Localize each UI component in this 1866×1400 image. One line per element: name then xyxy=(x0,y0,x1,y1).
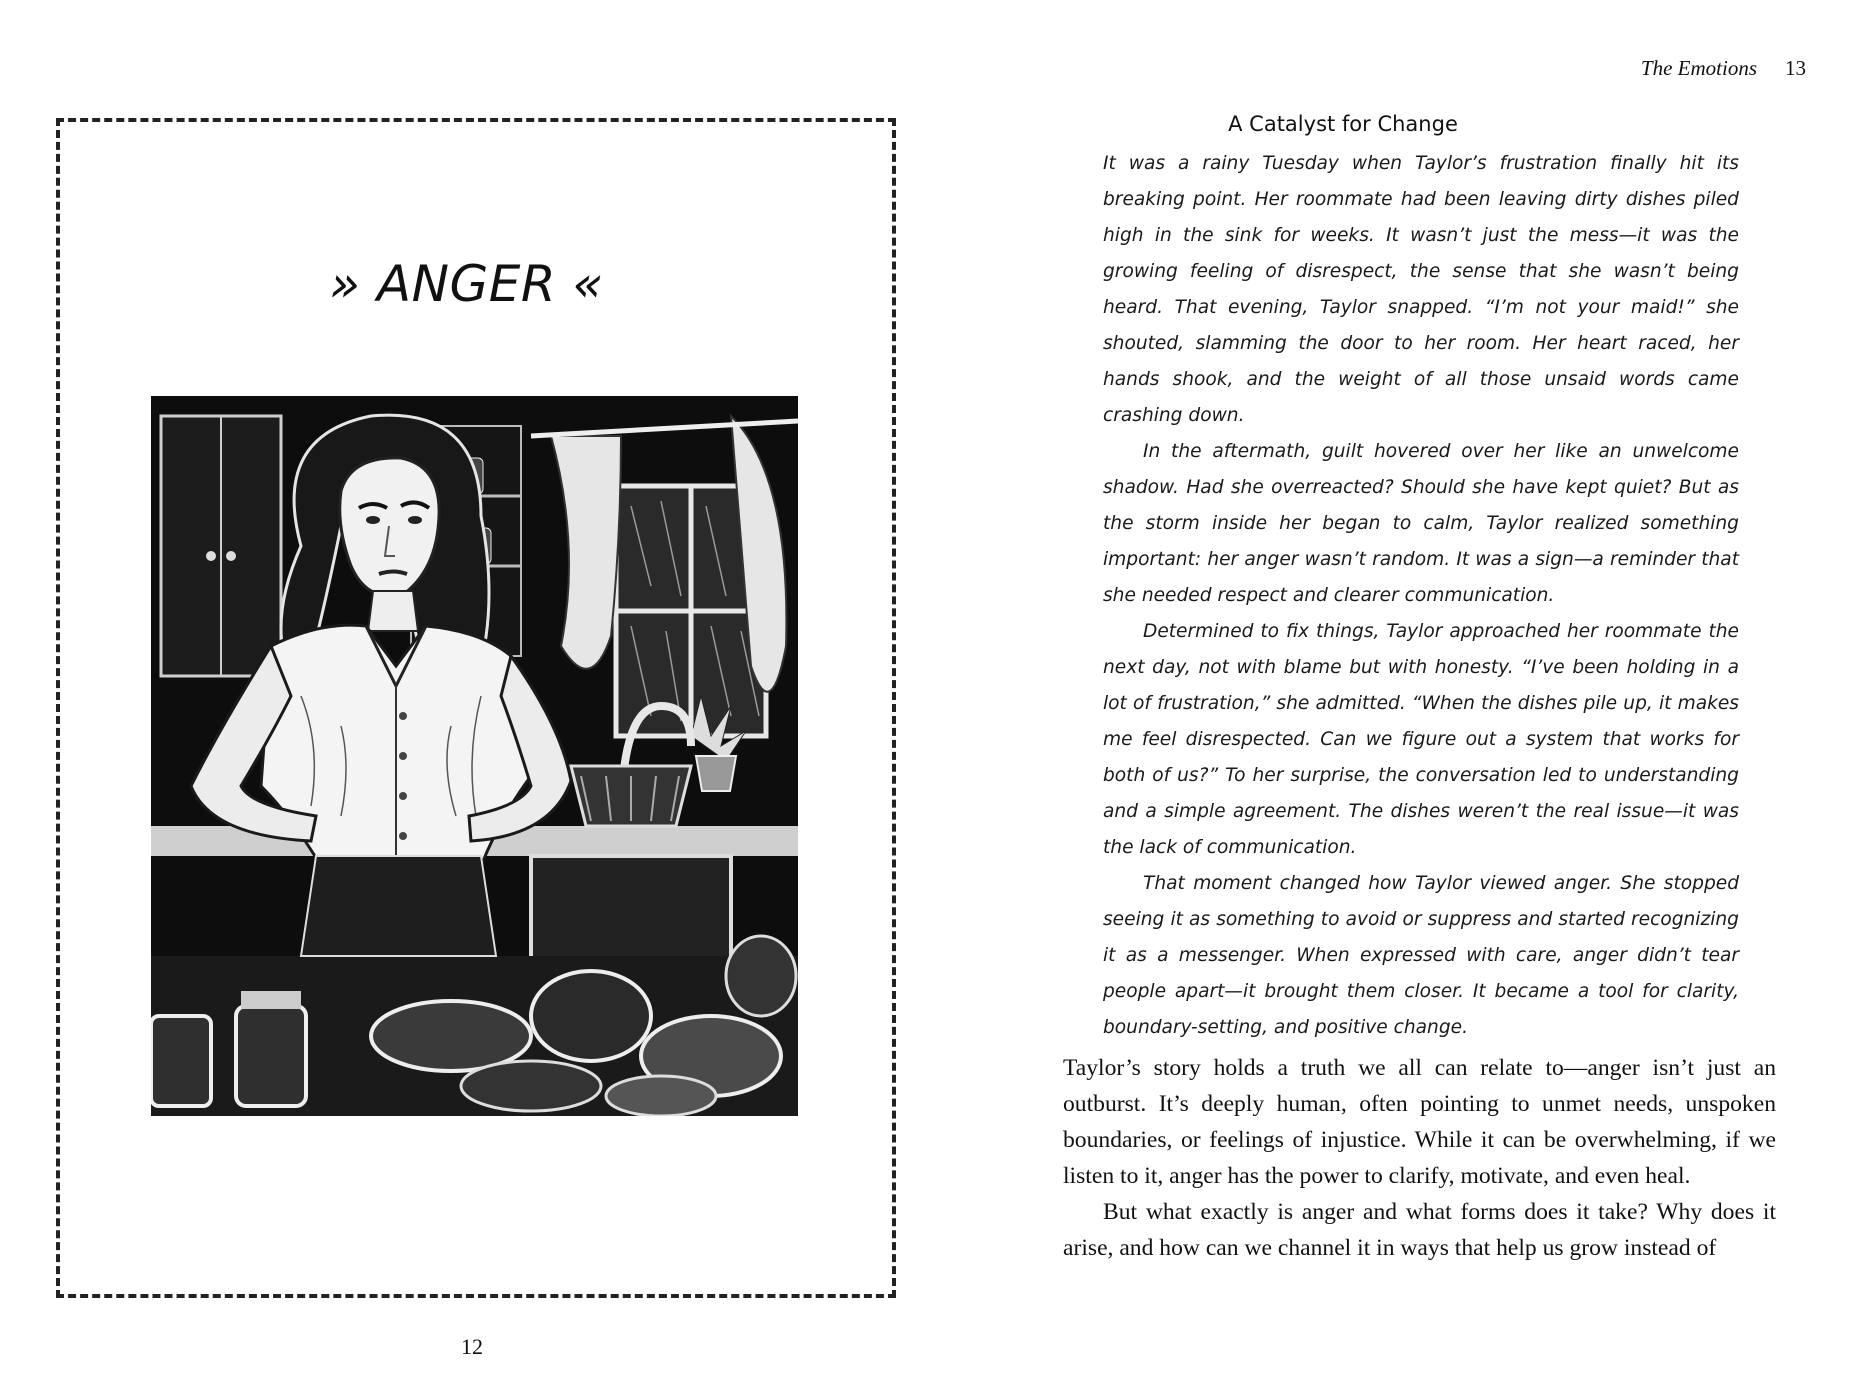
story-paragraph: Determined to fix things, Taylor approached her roommate the next day, not with blame but with honesty. “I’ve been holding in a lot of frustration,” she admitted. “When the dishes pile up, it makes me feel disrespected. Can we figure out a system that works for both of us?” To her surprise, the conversation led to understanding and a simple agreement. The dishes weren’t the real issue—it was the lack of communication. xyxy=(1103,621,1739,858)
chapter-title: » ANGER « xyxy=(329,255,604,313)
running-head-title: The Emotions xyxy=(1640,56,1757,80)
story-block xyxy=(1103,146,1739,1046)
body-paragraph: Taylor’s story holds a truth we all can relate to—anger isn’t just an outburst. It’s deeply human, often pointing to unmet needs, unspoken boundaries, or feelings of injustice. While it can be overwhelming, if we listen to it, anger has the power to clarify, motivate, and even heal. xyxy=(1063,1055,1776,1189)
page-number-left: 12 xyxy=(461,1334,483,1359)
body-text xyxy=(1063,1050,1776,1266)
right-page xyxy=(933,0,1866,1400)
story-paragraph: It was a rainy Tuesday when Taylor’s frustration finally hit its breaking point. Her roommate had been leaving dirty dishes piled high in the sink for weeks. It wasn’t just the mess—it was the growing feeling of disrespect, the sense that she wasn’t being heard. That evening, Taylor snapped. “I’m not your maid!” she shouted, slamming the door to her room. Her heart raced, her hands shook, and the weight of all those unsaid words came crashing down. xyxy=(1103,153,1739,426)
page-number-right: 13 xyxy=(1785,56,1806,80)
story-paragraph: In the aftermath, guilt hovered over her like an unwelcome shadow. Had she overreacted? Should she have kept quiet? But as the storm inside her began to calm, Taylor realized something important: her anger wasn’t random. It was a sign—a reminder that she needed respect and clearer communication. xyxy=(1103,441,1739,606)
woman-in-kitchen-illustration xyxy=(151,396,798,1116)
running-head xyxy=(1641,56,1806,81)
story-paragraph: That moment changed how Taylor viewed anger. She stopped seeing it as something to avoid or suppress and started recognizing it as a messenger. When expressed with care, anger didn’t tear people apart—it brought them closer. It became a tool for clarity, boundary-setting, and positive change. xyxy=(1103,873,1739,1038)
body-paragraph: But what exactly is anger and what forms does it take? Why does it arise, and how can we channel it in ways that help us grow instead of xyxy=(1063,1199,1776,1261)
story-heading: A Catalyst for Change xyxy=(1228,112,1458,136)
